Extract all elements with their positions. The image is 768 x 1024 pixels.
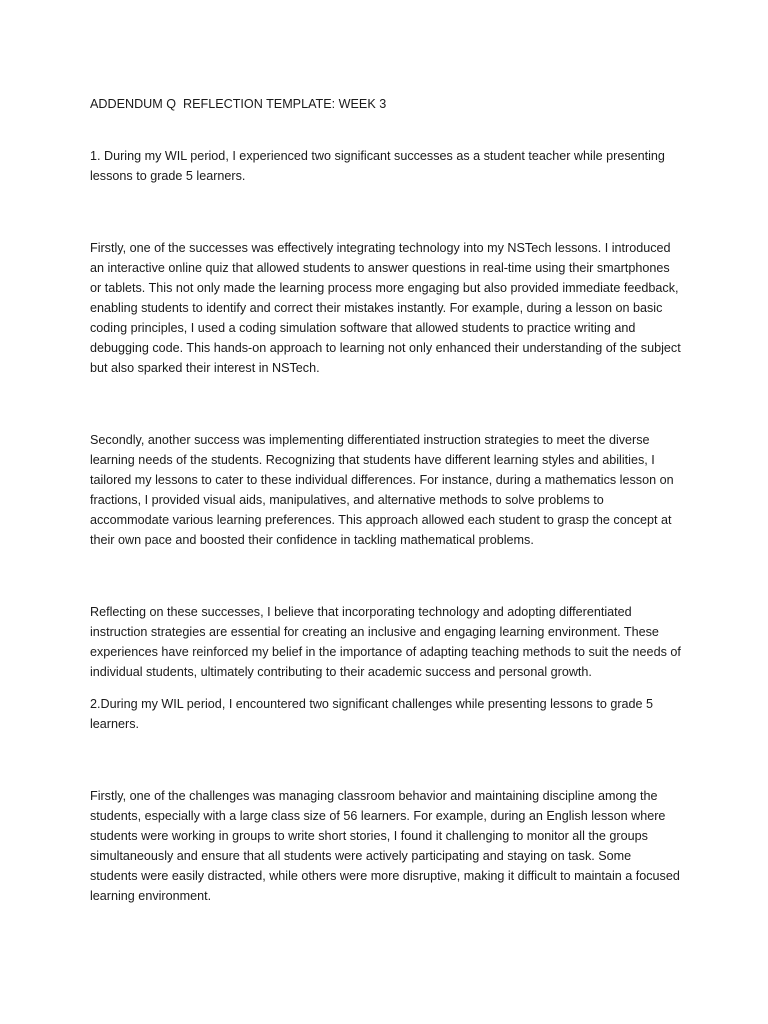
paragraph-success-differentiation: Secondly, another success was implementing differentiated instruction strategies to meet the diverse learning needs of the students. Recognizing that students have different learning styles and abilities, I tailored my lessons to cater to these individual differences. For instance, during a mathematics lesson on fractions, I provided visual aids, manipulatives, and alternative methods to solve problems to accommodate various learning preferences. This approach allowed each student to grasp the concept at their own pace and boosted their confidence in tackling mathematical problems. [90,433,674,547]
paragraph-success-intro: 1. During my WIL period, I experienced two significant successes as a student teacher while presenting lessons to grade 5 learners. [90,149,665,183]
paragraph-success-technology: Firstly, one of the successes was effectively integrating technology into my NSTech lessons. I introduced an interactive online quiz that allowed students to answer questions in real-time using their smartphones or tablets. This not only made the learning process more engaging but also provided immediate feedback, enabling students to identify and correct their mistakes instantly. For example, during a lesson on basic coding principles, I used a coding simulation software that allowed students to practice writing and debugging code. This hands-on approach to learning not only enhanced their understanding of the subject but also sparked their interest in NSTech. [90,241,681,375]
document-body [90,94,682,906]
paragraph-challenge-behavior: Firstly, one of the challenges was managing classroom behavior and maintaining discipline among the students, especially with a large class size of 56 learners. For example, during an English lesson where students were working in groups to write short stories, I found it challenging to monitor all the groups simultaneously and ensure that all students were actively participating and staying on task. Some students were easily distracted, while others were more disruptive, making it difficult to maintain a focused learning environment. [90,789,680,903]
paragraph-challenge-intro: 2.During my WIL period, I encountered two significant challenges while presenting lessons to grade 5 learners. [90,697,654,731]
paragraph-success-reflection: Reflecting on these successes, I believe that incorporating technology and adopting differentiated instruction strategies are essential for creating an inclusive and engaging learning environment. These experiences have reinforced my belief in the importance of adapting teaching methods to suit the needs of individual students, ultimately contributing to their academic success and personal growth. [90,605,681,679]
document-title: ADDENDUM Q REFLECTION TEMPLATE: WEEK 3 [90,97,387,111]
